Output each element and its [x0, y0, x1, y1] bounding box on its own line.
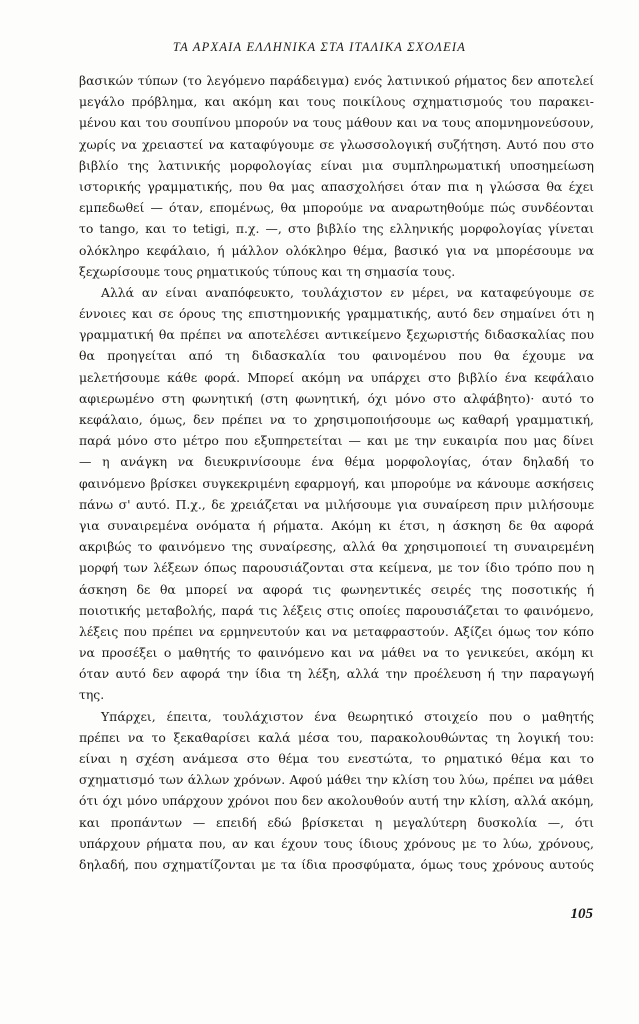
running-head: ΤΑ ΑΡΧΑΙΑ ΕΛΛΗΝΙΚΑ ΣΤΑ ΙΤΑΛΙΚΑ ΣΧΟΛΕΙΑ: [172, 40, 467, 54]
text-line: όταν αυτό δεν αφορά την ίδια τη λέξη, αλλά την προέλευση ή την παραγωγή: [79, 666, 594, 682]
text-line: ακριβώς το φαινόμενο της συναίρεσης, αλλά θα χρησιμοποιεί τη συναιρεμένη: [79, 539, 594, 555]
text-line: της.: [79, 687, 105, 703]
text-line: Αλλά αν είναι αναπόφευκτο, τουλάχιστον εν μέρει, να καταφεύγουμε σε: [101, 284, 594, 300]
text-line: θα προηγείται από τη διδασκαλία του φαινομένου που θα έχουμε να: [79, 348, 594, 364]
text-line: δηλαδή, που σχηματίζονται με τα ίδια προσφύματα, όμως τους χρόνους αυτούς: [79, 856, 594, 872]
text-line: αφιερωμένο στη φωνητική (στη φωνητική, όχι μόνο στο αλφάβητο)· αυτό το: [79, 390, 594, 406]
text-line: — η ανάγκη να διευκρινίσουμε ένα θέμα μορφολογίας, όταν δηλαδή το: [79, 454, 594, 470]
text-line: ολόκληρο κεφάλαιο, ή μάλλον ολόκληρο θέμα, βασικό για να μπορέσουμε να: [79, 242, 594, 258]
text-line: μεγάλο πρόβλημα, και ακόμη και τους ποικίλους σχηματισμούς του παρακει-: [79, 94, 594, 110]
text-line: ποιοτικής μεταβολής, παρά τις λέξεις στις οποίες παρουσιάζεται το φαινόμενο,: [79, 602, 594, 618]
page-number: 105: [570, 906, 593, 922]
text-line: γραμματική θα πρέπει να αποτελέσει αντικείμενο ξεχωριστής διδασκαλίας που: [79, 327, 594, 343]
text-line: άσκηση δε θα μπορεί να αφορά τις φωνηεντικές σειρές της ποσοτικής ή: [79, 581, 594, 597]
text-line: μορφή των λέξεων όπως παρουσιάζονται στα κείμενα, με τον ίδιο τρόπο που η: [79, 560, 594, 576]
body-text: [79, 70, 594, 875]
text-line: και προπάντων — επειδή εδώ βρίσκεται η μεγαλύτερη δυσκολία —, ότι: [79, 814, 594, 830]
text-line: πάνω σ' αυτό. Π.χ., δε χρειάζεται να μιλήσουμε για συναίρεση πριν μιλήσουμε: [79, 496, 594, 512]
text-line: σχηματισμό των άλλων χρόνων. Αφού μάθει την κλίση του λύω, πρέπει να μάθει: [79, 772, 594, 788]
text-line: βιβλίο της λατινικής μορφολογίας είναι μια συμπληρωματική υποσημείωση: [79, 157, 594, 173]
text-line: λέξεις που πρέπει να ερμηνευτούν και να μεταφραστούν. Αξίζει όμως τον κόπο: [79, 623, 594, 639]
text-line: χωρίς να χρειαστεί να καταφύγουμε σε γλωσσολογική συζήτηση. Αυτό που στο: [79, 136, 594, 152]
text-line: υπάρχουν ρήματα που, αν και έχουν τους ίδιους χρόνους με το λύω, χρόνους,: [79, 835, 594, 851]
text-line: εμπεδωθεί — όταν, επομένως, θα μπορούμε να αναρωτηθούμε πώς συνδέονται: [79, 200, 594, 216]
text-line: φαινόμενο βρίσκει συγκεκριμένη εφαρμογή, και μπορούμε να κάνουμε ασκήσεις: [79, 475, 594, 491]
text-line: παρά μόνο στο μέτρο που εξυπηρετείται — και με την ευκαιρία που μας δίνει: [79, 433, 594, 449]
text-line: ξεχωρίσουμε τους ρηματικούς τύπους και τη σημασία τους.: [79, 263, 456, 279]
text-line: το tango, και το tetigi, π.χ. —, στο βιβλίο της ελληνικής μορφολογίας γίνεται: [79, 221, 594, 237]
text-line: έννοιες και σε όρους της επιστημονικής γραμματικής, αυτό δεν σημαίνει ότι η: [79, 306, 594, 322]
text-line: ιστορικής γραμματικής, που θα μας απασχολήσει όταν πια η γλώσσα θα έχει: [79, 178, 594, 194]
text-line: Υπάρχει, έπειτα, τουλάχιστον ένα θεωρητικό στοιχείο που ο μαθητής: [101, 708, 594, 724]
text-line: κεφάλαιο, όμως, δεν πρέπει να το χρησιμοποιήσουμε ως καθαρή γραμματική,: [79, 412, 594, 427]
text-line: βασικών τύπων (το λεγόμενο παράδειγμα) ενός λατινικού ρήματος δεν αποτελεί: [79, 73, 594, 88]
text-line: ότι όχι μόνο υπάρχουν χρόνοι που δεν ακολουθούν αυτή την κλίση, αλλά ακόμη,: [79, 793, 594, 809]
text-line: μελετήσουμε κάθε φορά. Μπορεί ακόμη να υπάρχει στο βιβλίο ένα κεφάλαιο: [79, 369, 594, 385]
text-line: μένου και του σουπίνου μπορούν να τους μάθουν και να τους απομνημονεύσουν,: [79, 115, 594, 131]
text-line: να προσέξει ο μαθητής το φαινόμενο και να μάθει να το γενικεύει, ακόμη κι: [79, 645, 594, 661]
text-line: είναι η σχέση ανάμεσα στο θέμα του ενεστώτα, το ρηματικό θέμα και το: [79, 751, 594, 766]
text-line: για συναιρεμένα ονόματα ή ρήματα. Ακόμη κι έτσι, η άσκηση δε θα αφορά: [79, 517, 594, 533]
text-line: πρέπει να το ξεκαθαρίσει καλά μέσα του, παρακολουθώντας τη λογική του:: [79, 729, 594, 745]
